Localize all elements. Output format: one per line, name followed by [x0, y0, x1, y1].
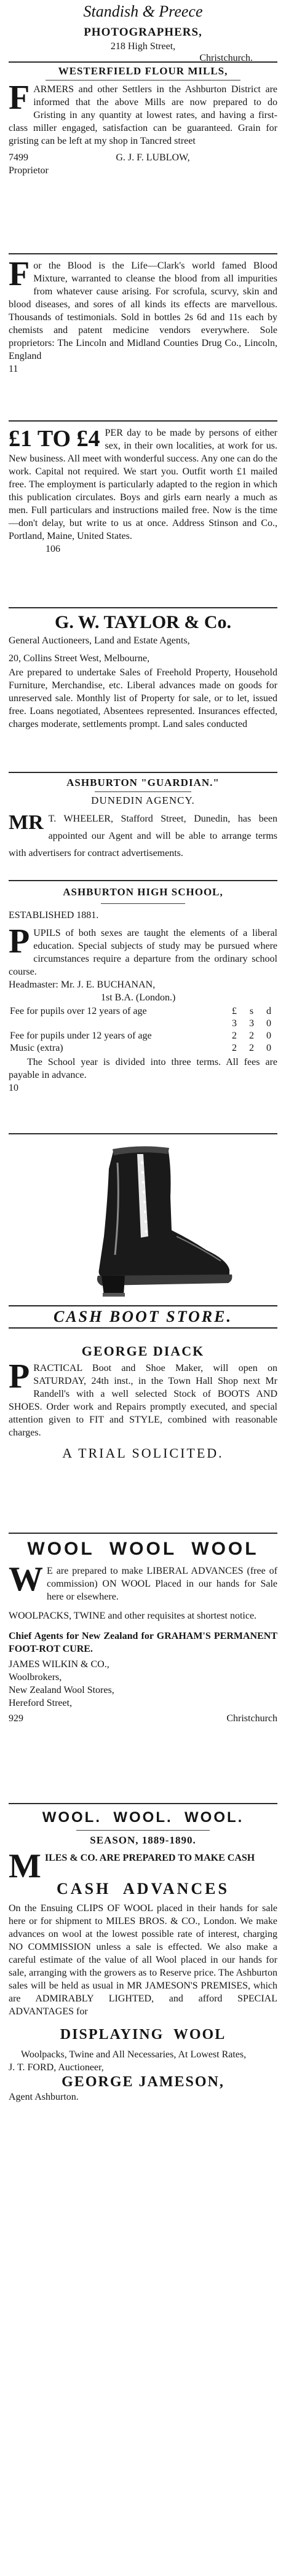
wool2-display: DISPLAYING WOOL — [60, 2027, 226, 2043]
stands-city: Christchurch. — [199, 53, 253, 63]
stinson-ad — [9, 426, 277, 556]
fee-pounds: 2 — [232, 1031, 237, 1041]
wool2-body: On the Ensuing CLIPS OF WOOL placed in their hands for sale here or for shipment to MILES BROS. & CO., London. We make advances on wool at the lowest possible rate of interest, charging NO COMMISSION unless a sale is effected. We also make a careful estimate of the value of all Wool placed in our hands for sale, arranging with the growers as to Reserve price. The Ashburton sales will be held as usual in MR JAMESON'S PREMISES, which are ADMIRABLY LIGHTED, and afford SPECIAL ADVANTAGES for — [9, 1903, 277, 2017]
diack-body: RACTICAL Boot and Shoe Maker, will open on SATURDAY, 24th inst., in the Town Hall Shop next Mr Randell's with a well selected Stock of BOOTS AND SHOES. Order work and Repairs promptly executed, and special attention given to FIT and STYLE, combined with reasonable charges. — [9, 1363, 277, 1438]
miles-wool-ad — [9, 1809, 277, 2103]
stands-business: PHOTOGRAPHERS, — [84, 26, 202, 39]
wool2-cash: CASH ADVANCES — [57, 1880, 229, 1898]
guardian-body: T. WHEELER, Stafford Street, Dunedin, has been appointed our Agent and will be able to arrange terms with advertisers for contract advertisements. — [9, 814, 277, 858]
ref-number: 11 — [9, 364, 18, 374]
wilkin-wool-ad — [9, 1539, 277, 1725]
westerfield-signer: G. J. F. LUBLOW, — [116, 152, 190, 163]
guardian-sub: DUNEDIN AGENCY. — [91, 795, 195, 806]
fee-pence: 0 — [266, 1043, 271, 1053]
ref-number: 10 — [9, 1083, 18, 1093]
school-ad — [9, 886, 277, 1094]
school-body2: The School year is divided into three terms. All fees are payable in advance. — [9, 1057, 277, 1080]
school-degree: 1st B.A. (London.) — [101, 992, 176, 1003]
fee-row — [9, 1030, 277, 1042]
taylor-ad — [9, 612, 277, 731]
wool1-street: Hereford Street, — [9, 1698, 73, 1708]
ref-number: 7499 — [9, 152, 28, 163]
divider — [9, 1133, 277, 1134]
westerfield-ad — [9, 65, 277, 177]
diack-tagline: A TRIAL SOLICITED. — [62, 1445, 224, 1461]
wool2-ford: J. T. FORD, Auctioneer, — [9, 2062, 104, 2073]
divider — [9, 420, 277, 422]
diack-ad — [9, 1343, 277, 1461]
wool2-lead: ILES & CO. ARE PREPARED TO MAKE CASH — [44, 1853, 255, 1863]
guardian-ad — [9, 777, 277, 862]
guardian-heading: ASHBURTON "GUARDIAN." — [66, 777, 220, 788]
school-body1: UPILS of both sexes are taught the elements of a liberal education. Special subjects of study may be pursued where circumstances require a departure from the ordinary school course. — [9, 928, 277, 977]
fees-table — [9, 1005, 277, 1054]
wool1-line2: WOOLPACKS, TWINE and other requisites at shortest notice. — [9, 1611, 257, 1621]
taylor-name: G. W. TAYLOR & Co. — [54, 612, 232, 632]
school-heading: ASHBURTON HIGH SCHOOL, — [63, 886, 223, 898]
stinson-big: £1 TO £4 — [9, 426, 100, 452]
wool2-agent: Agent Ashburton. — [9, 2092, 79, 2102]
westerfield-role: Proprietor — [9, 165, 49, 176]
taylor-line2: 20, Collins Street West, Melbourne, — [9, 653, 150, 664]
divider — [9, 772, 277, 773]
fee-pounds: 3 — [232, 1018, 237, 1029]
fee-label: Fee for pupils over 12 years of age — [10, 1006, 147, 1016]
fee-row — [9, 1018, 277, 1030]
boot-banner — [9, 1305, 277, 1329]
stands-preece-ad — [9, 2, 277, 64]
fee-pounds: 2 — [232, 1043, 237, 1053]
wool1-firm: JAMES WILKIN & CO., — [9, 1659, 109, 1670]
boot-illustration — [9, 1144, 277, 1298]
fee-pounds: £ — [232, 1006, 237, 1016]
divider — [9, 1803, 277, 1804]
taylor-body: Are prepared to undertake Sales of Freehold Property, Household Furniture, Merchandise, etc. Liberal advances made on goods for unreserved sale. Monthly list of Property for sale, or to let, issued free. Loans negotiated, Absentees represented. Insurances effected, charges moderate, settlements prompt. Land sales conducted — [9, 667, 277, 729]
fee-pence: 0 — [266, 1031, 271, 1041]
fee-shillings: 2 — [249, 1031, 254, 1041]
dropcap: M — [9, 1847, 41, 1885]
dropcap: P — [9, 1357, 30, 1396]
fee-pence: 0 — [266, 1018, 271, 1029]
fee-shillings: s — [249, 1006, 254, 1016]
boot-icon — [45, 1144, 242, 1298]
stinson-body: PER day to be made by persons of either sex, in their own localities, at work for us. New business. All meet with wonderful success. Any one can do the work. Capital not required. We start you. Outfit worth £1 mailed free. The employment is particularly adapted to the region in which this publication circulates. Boys and girls earn nearly a much as men. Full particulars and instructions mailed free. Now is the time—don't delay, but write to us at once. Address Stinson and Co., Portland, Maine, United States. — [9, 428, 277, 541]
wool2-heading: WOOL. WOOL. WOOL. — [42, 1809, 244, 1826]
wool1-heading: WOOL WOOL WOOL — [27, 1539, 259, 1559]
fee-label: Music (extra) — [10, 1043, 63, 1053]
westerfield-body: ARMERS and other Settlers in the Ashburton District are informed that the above Mills are now prepared to do Gristing in any quantity at lowest rates, and having a first-class miller engaged, satisfaction can be guaranteed. Grain for gristing can be left at my shop in Tancred street — [9, 84, 277, 146]
dropcap: P — [9, 922, 30, 960]
school-headmaster: Headmaster: Mr. J. E. BUCHANAN, — [9, 980, 156, 990]
wool1-stores: New Zealand Wool Stores, — [9, 1685, 114, 1695]
clarke-body: or the Blood is the Life—Clark's world famed Blood Mixture, warranted to cleanse the blood from all impurities from whatever cause arising. For scrofula, scurvy, skin and blood diseases, and sores of all kinds its effects are marvellous. Thousands of testimonials. Sold in bottles 2s 6d and 11s each by chemists and patent medicine vendors everywhere. Sole proprietors: The Lincoln and Midland Counties Drug Co., Lincoln, England — [9, 261, 277, 361]
fee-label: Fee for pupils under 12 years of age — [10, 1031, 152, 1041]
fee-row — [9, 1042, 277, 1054]
stands-title: Standish & Preece — [83, 2, 203, 20]
fee-label — [9, 1018, 226, 1030]
diack-name: GEORGE DIACK — [81, 1343, 205, 1359]
stands-address: 218 High Street, — [110, 41, 176, 52]
wool1-city: Christchurch — [226, 1713, 277, 1724]
wool2-season: SEASON, 1889-1890. — [90, 1834, 196, 1846]
divider — [9, 1533, 277, 1534]
dropcap: F — [9, 255, 30, 293]
fee-shillings: 2 — [249, 1043, 254, 1053]
ref-number: 106 — [46, 544, 60, 554]
wool1-firm2: Woolbrokers, — [9, 1672, 62, 1683]
divider — [9, 61, 277, 63]
dropcap: MR — [9, 811, 44, 834]
wool2-packs: Woolpacks, Twine and All Necessaries, At Lowest Rates, — [21, 2049, 247, 2060]
divider — [9, 880, 277, 881]
fee-pence: d — [266, 1006, 271, 1016]
wool1-agents: Chief Agents for New Zealand for GRAHAM'S PERMANENT FOOT-ROT CURE. — [9, 1631, 277, 1654]
divider — [76, 1830, 210, 1831]
divider — [101, 903, 185, 904]
wool2-jameson: GEORGE JAMESON, — [62, 2074, 224, 2090]
school-est: ESTABLISHED 1881. — [9, 910, 99, 921]
taylor-line1: General Auctioneers, Land and Estate Agents, — [9, 635, 190, 646]
clarke-blood-ad — [9, 255, 277, 375]
divider — [9, 607, 277, 608]
dropcap: W — [9, 1560, 43, 1598]
fee-shillings: 3 — [249, 1018, 254, 1029]
ref-number: 929 — [9, 1713, 23, 1724]
divider — [9, 253, 277, 254]
divider — [95, 791, 191, 792]
westerfield-heading: WESTERFIELD FLOUR MILLS, — [58, 65, 228, 77]
fee-row — [9, 1005, 277, 1018]
boot-banner-text: CASH BOOT STORE. — [9, 1305, 277, 1329]
wool1-body: E are prepared to make LIBERAL ADVANCES (free of commission) ON WOOL Placed in our hands for Sale here or elsewhere. — [47, 1566, 277, 1602]
dropcap: F — [9, 79, 30, 117]
